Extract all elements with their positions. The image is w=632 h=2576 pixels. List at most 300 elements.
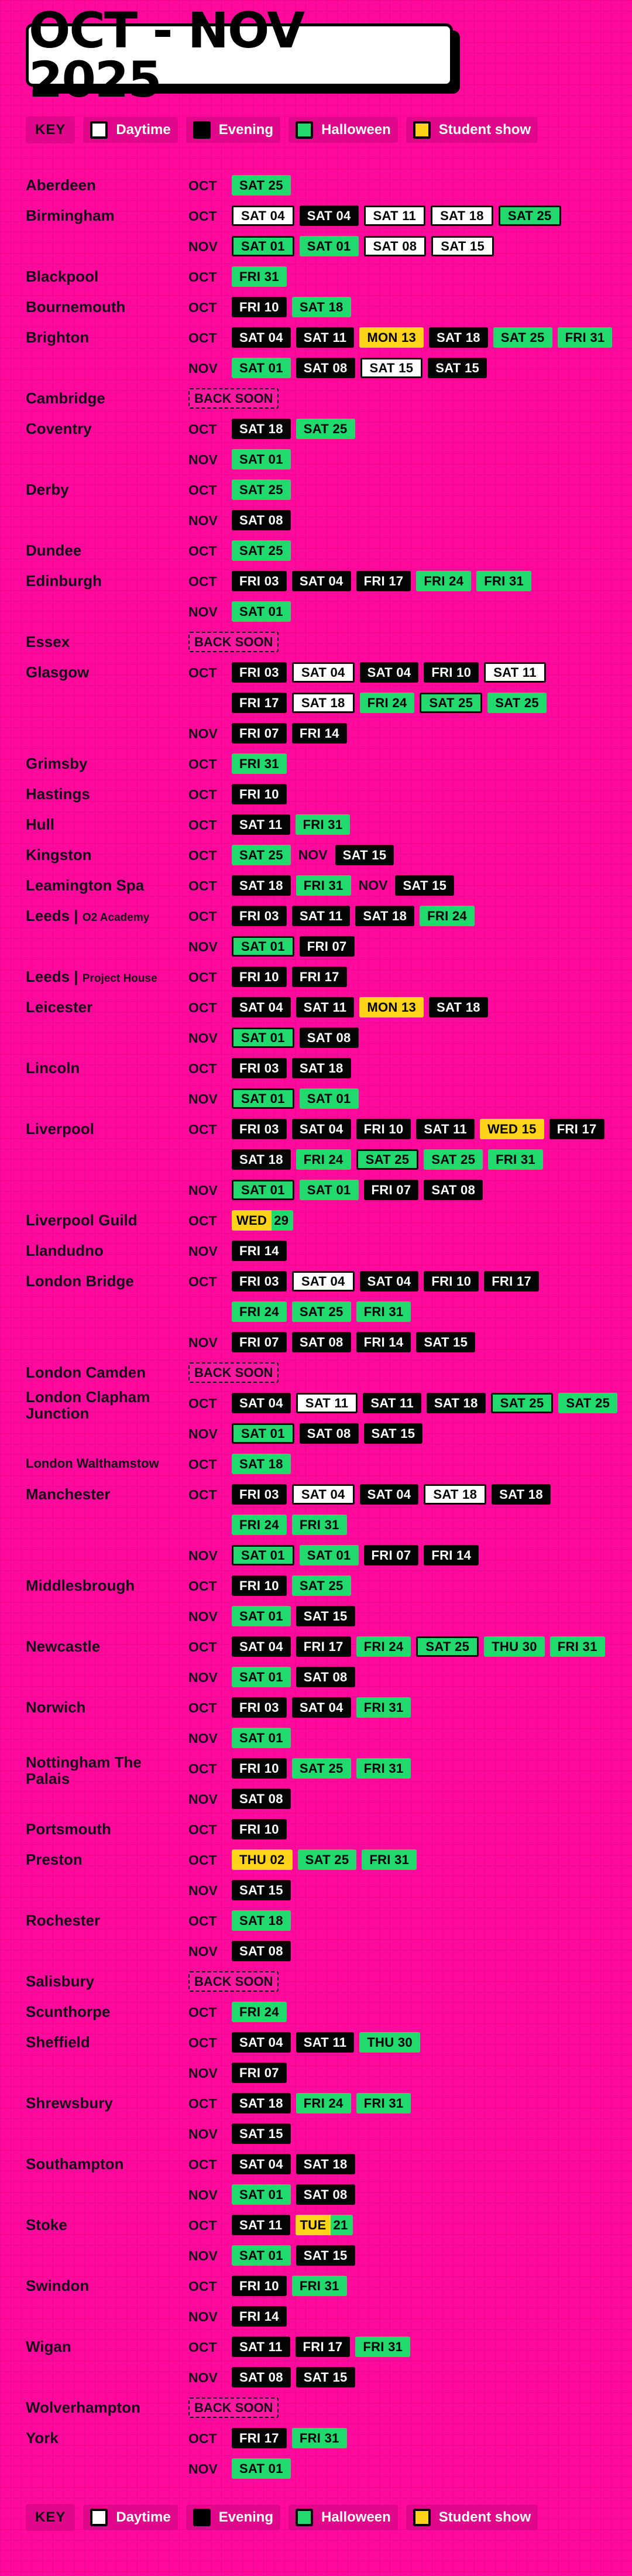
show-date-halloween[interactable]: FRI 24: [232, 1301, 287, 1322]
show-date-evening[interactable]: SAT 08: [232, 1789, 291, 1809]
date-list: [188, 1362, 279, 1383]
show-date-evening[interactable]: SAT 15: [428, 358, 487, 378]
schedule-row: [0, 1540, 632, 1570]
schedule-row: [0, 1448, 632, 1479]
show-date-evening[interactable]: FRI 17: [296, 2337, 351, 2357]
city-name: Portsmouth: [26, 1820, 111, 1838]
show-date-evening[interactable]: SAT 04: [292, 1697, 351, 1718]
show-date-evening[interactable]: SAT 04: [360, 662, 419, 683]
show-date-halloween[interactable]: FRI 31: [232, 753, 287, 774]
show-date-halloween[interactable]: SAT 01: [232, 1667, 291, 1687]
show-date-evening[interactable]: FRI 07: [364, 1180, 419, 1200]
show-date-halloween[interactable]: SAT 01: [232, 2184, 291, 2205]
show-date-evening[interactable]: FRI 07: [232, 2063, 287, 2083]
show-date-halloween[interactable]: FRI 31: [356, 2093, 411, 2113]
month-label: NOV: [358, 878, 388, 893]
schedule-row: [0, 1509, 632, 1540]
show-date-evening[interactable]: SAT 11: [232, 814, 290, 835]
show-date-evening[interactable]: FRI 07: [232, 723, 287, 744]
show-date-halloween[interactable]: FRI 24: [360, 693, 415, 713]
month-label: OCT: [188, 1913, 217, 1928]
schedule-row: [0, 2179, 632, 2210]
show-date-halloween[interactable]: SAT 18: [232, 1910, 291, 1931]
show-date-evening[interactable]: FRI 10: [424, 662, 479, 683]
schedule-row: [0, 657, 632, 687]
show-date-evening[interactable]: SAT 04: [232, 327, 291, 348]
show-date-evening[interactable]: FRI 10: [356, 1119, 411, 1139]
show-date-evening[interactable]: SAT 08: [232, 1941, 291, 1961]
show-date-daytime[interactable]: SAT 11: [364, 205, 426, 226]
show-date-evening[interactable]: FRI 03: [232, 1271, 287, 1292]
date-list: [232, 936, 355, 957]
show-date-daytime[interactable]: SAT 15: [360, 358, 423, 378]
show-date-halloween[interactable]: FRI 24: [356, 1636, 411, 1657]
show-date-student-halloween[interactable]: [232, 1210, 293, 1231]
show-date-halloween[interactable]: SAT 18: [292, 297, 351, 317]
show-date-halloween[interactable]: SAT 01: [300, 1088, 359, 1109]
month-label: OCT: [188, 178, 217, 193]
show-date-halloween[interactable]: SAT 25: [292, 1301, 351, 1322]
date-list: [232, 814, 350, 835]
show-date-evening[interactable]: FRI 14: [232, 2306, 287, 2327]
show-date-evening[interactable]: SAT 18: [296, 2154, 355, 2174]
show-date-halloween[interactable]: SAT 01: [232, 1545, 294, 1566]
show-date-daytime[interactable]: SAT 18: [292, 693, 355, 713]
student-day: WED: [232, 1210, 272, 1231]
show-date-halloween[interactable]: SAT 01: [232, 1088, 294, 1109]
date-list: [232, 2428, 347, 2448]
show-date-evening[interactable]: SAT 15: [296, 2367, 355, 2387]
show-date-evening[interactable]: SAT 04: [360, 1271, 419, 1292]
show-date-evening[interactable]: SAT 18: [292, 1058, 351, 1078]
date-list: [232, 2367, 355, 2387]
show-date-evening[interactable]: FRI 17: [484, 1271, 539, 1292]
schedule-row: [0, 2423, 632, 2453]
schedule-row: [0, 2057, 632, 2088]
daytime-swatch: [90, 2509, 108, 2526]
show-date-halloween[interactable]: FRI 31: [356, 1301, 411, 1322]
show-date-evening[interactable]: FRI 07: [364, 1545, 419, 1566]
show-date-daytime[interactable]: SAT 04: [232, 205, 294, 226]
show-date-halloween[interactable]: SAT 01: [300, 1180, 359, 1200]
show-date-halloween[interactable]: SAT 01: [232, 601, 291, 622]
schedule-row: [0, 1296, 632, 1327]
show-date-halloween[interactable]: SAT 25: [296, 419, 355, 439]
show-date-daytime[interactable]: SAT 11: [484, 662, 546, 683]
show-date-evening[interactable]: FRI 17: [549, 1119, 604, 1139]
city-name: Nottingham The Palais: [26, 1753, 142, 1787]
date-list: [232, 1210, 293, 1231]
month-label: OCT: [188, 970, 217, 985]
schedule-row: [0, 444, 632, 474]
show-date-halloween[interactable]: SAT 01: [232, 936, 294, 957]
show-date-halloween[interactable]: FRI 24: [232, 2002, 287, 2022]
show-date-halloween[interactable]: SAT 18: [232, 1454, 291, 1474]
month-label: NOV: [188, 1670, 218, 1685]
show-date-halloween[interactable]: SAT 25: [232, 479, 291, 500]
evening-swatch: [193, 121, 211, 139]
show-date-halloween[interactable]: SAT 25: [232, 175, 291, 196]
show-date-evening[interactable]: FRI 17: [232, 2428, 287, 2448]
show-date-evening[interactable]: SAT 08: [232, 2367, 291, 2387]
show-date-evening[interactable]: SAT 18: [492, 1484, 551, 1505]
date-list: [232, 2093, 411, 2113]
show-date-halloween[interactable]: SAT 01: [232, 236, 294, 256]
show-date-evening[interactable]: FRI 17: [232, 693, 287, 713]
month-label: NOV: [188, 939, 218, 954]
month-label: OCT: [188, 482, 217, 498]
date-list: [232, 297, 351, 317]
date-list: [232, 1606, 355, 1626]
show-date-halloween[interactable]: SAT 01: [232, 1423, 294, 1444]
show-date-halloween[interactable]: FRI 31: [362, 1849, 417, 1870]
back-soon-badge: BACK SOON: [188, 632, 279, 652]
date-list: [232, 1880, 291, 1900]
month-label: OCT: [188, 2035, 217, 2050]
show-date-evening[interactable]: SAT 15: [395, 875, 454, 896]
city-name: Salisbury: [26, 1972, 95, 1990]
show-date-halloween[interactable]: FRI 31: [292, 1515, 347, 1535]
show-date-halloween[interactable]: FRI 31: [232, 266, 287, 287]
show-date-evening[interactable]: SAT 04: [360, 1484, 419, 1505]
schedule-row: [0, 1022, 632, 1053]
show-date-halloween[interactable]: SAT 01: [232, 1180, 294, 1200]
date-list: [232, 1758, 411, 1779]
show-date-halloween[interactable]: FRI 24: [416, 571, 471, 591]
show-date-halloween[interactable]: FRI 31: [356, 1758, 411, 1779]
schedule-row: [0, 626, 632, 657]
show-date-evening[interactable]: SAT 04: [232, 1393, 291, 1413]
show-date-halloween[interactable]: SAT 25: [499, 205, 561, 226]
show-date-halloween[interactable]: SAT 25: [491, 1393, 554, 1413]
show-date-halloween[interactable]: SAT 01: [300, 236, 359, 256]
show-date-evening[interactable]: FRI 07: [300, 936, 355, 957]
city-name: Manchester: [26, 1485, 111, 1503]
city-name: Cambridge: [26, 389, 105, 407]
show-date-evening[interactable]: SAT 04: [292, 1119, 351, 1139]
show-date-evening[interactable]: FRI 10: [424, 1271, 479, 1292]
show-date-evening[interactable]: SAT 15: [364, 1423, 423, 1444]
show-date-evening[interactable]: SAT 18: [232, 2093, 291, 2113]
month-label: NOV: [188, 2126, 218, 2142]
month-label: OCT: [188, 2157, 217, 2172]
show-date-evening[interactable]: FRI 17: [292, 967, 347, 987]
back-soon-badge: BACK SOON: [188, 1362, 279, 1383]
show-date-halloween[interactable]: FRI 24: [232, 1515, 287, 1535]
month-label: NOV: [188, 361, 218, 376]
show-date-evening[interactable]: FRI 14: [292, 723, 347, 744]
month-label: NOV: [188, 1944, 218, 1959]
show-date-evening[interactable]: FRI 10: [232, 1758, 287, 1779]
show-date-evening[interactable]: SAT 11: [292, 906, 351, 926]
key-item-evening: [186, 117, 280, 143]
schedule-row: [0, 1570, 632, 1601]
show-date-evening[interactable]: SAT 08: [300, 1423, 359, 1444]
show-date-halloween[interactable]: SAT 25: [292, 1758, 351, 1779]
show-date-halloween[interactable]: SAT 25: [424, 1149, 483, 1170]
show-date-halloween[interactable]: SAT 25: [298, 1849, 357, 1870]
date-list: [232, 875, 454, 896]
show-date-halloween[interactable]: SAT 25: [420, 693, 482, 713]
show-date-halloween[interactable]: FRI 24: [296, 1149, 351, 1170]
show-date-evening[interactable]: SAT 04: [232, 2032, 291, 2053]
show-date-halloween[interactable]: SAT 01: [232, 1606, 291, 1626]
show-date-halloween[interactable]: THU 30: [359, 2032, 420, 2053]
show-date-evening[interactable]: SAT 04: [232, 2154, 291, 2174]
show-date-evening[interactable]: SAT 11: [363, 1393, 421, 1413]
date-list: [232, 1941, 291, 1961]
show-date-halloween[interactable]: SAT 25: [416, 1636, 479, 1657]
show-date-halloween[interactable]: FRI 31: [488, 1149, 543, 1170]
show-date-halloween[interactable]: FRI 31: [296, 814, 351, 835]
show-date-evening[interactable]: SAT 18: [355, 906, 414, 926]
show-date-daytime[interactable]: SAT 04: [292, 662, 355, 683]
show-date-evening[interactable]: FRI 03: [232, 1484, 287, 1505]
date-list: [232, 662, 546, 683]
date-list: [232, 2154, 355, 2174]
show-date-evening[interactable]: SAT 15: [416, 1332, 475, 1352]
show-date-evening[interactable]: FRI 10: [232, 967, 287, 987]
month-label: NOV: [188, 1426, 218, 1441]
show-date-evening[interactable]: SAT 15: [232, 2123, 291, 2144]
month-label: OCT: [188, 2339, 217, 2355]
halloween-day: 29: [272, 1210, 293, 1231]
show-date-halloween[interactable]: FRI 31: [292, 2428, 347, 2448]
show-date-evening[interactable]: SAT 18: [232, 875, 291, 896]
key-item-label: Evening: [218, 122, 274, 138]
show-date-evening[interactable]: FRI 03: [232, 1697, 287, 1718]
month-label: NOV: [188, 452, 218, 467]
show-date-halloween[interactable]: FRI 24: [296, 2093, 351, 2113]
show-date-evening[interactable]: FRI 14: [232, 1241, 287, 1261]
show-date-evening[interactable]: SAT 11: [296, 327, 355, 348]
show-date-evening[interactable]: FRI 10: [232, 297, 287, 317]
schedule-row: [0, 687, 632, 718]
show-date-evening[interactable]: SAT 15: [296, 2245, 355, 2266]
show-date-halloween[interactable]: THU 30: [484, 1636, 545, 1657]
schedule-row: [0, 1174, 632, 1205]
schedule-row: [0, 1936, 632, 1966]
show-date-evening[interactable]: FRI 17: [356, 571, 411, 591]
show-date-halloween[interactable]: SAT 01: [232, 449, 291, 470]
month-label: NOV: [188, 604, 218, 619]
city-name: Stoke: [26, 2216, 67, 2234]
month-label: NOV: [188, 1030, 218, 1046]
month-label: OCT: [188, 2431, 217, 2446]
show-date-daytime[interactable]: SAT 11: [296, 1393, 358, 1413]
date-list: [232, 784, 287, 804]
city-name: London Clapham Junction: [26, 1388, 150, 1422]
show-date-evening[interactable]: SAT 18: [232, 1149, 291, 1170]
show-date-evening[interactable]: SAT 04: [232, 1636, 291, 1657]
show-date-evening[interactable]: SAT 18: [429, 997, 488, 1018]
show-date-evening[interactable]: SAT 11: [296, 997, 355, 1018]
student-swatch: [413, 2509, 431, 2526]
schedule-row: [0, 840, 632, 870]
show-date-halloween[interactable]: SAT 01: [232, 1728, 291, 1748]
show-date-evening[interactable]: SAT 08: [296, 2184, 355, 2205]
city-name: London Walthamstow: [26, 1456, 159, 1471]
show-date-halloween[interactable]: SAT 25: [292, 1575, 351, 1596]
show-date-evening[interactable]: SAT 04: [292, 571, 351, 591]
show-date-evening[interactable]: SAT 04: [300, 205, 359, 226]
schedule-row: [0, 383, 632, 413]
show-date-daytime[interactable]: SAT 04: [292, 1484, 355, 1505]
show-date-evening[interactable]: SAT 18: [427, 1393, 486, 1413]
schedule-row: [0, 2453, 632, 2483]
date-list: [232, 1332, 475, 1352]
show-date-evening[interactable]: FRI 10: [232, 1575, 287, 1596]
date-list: [232, 449, 291, 470]
show-date-halloween[interactable]: FRI 31: [355, 2337, 410, 2357]
student-swatch: [413, 121, 431, 139]
city-name: Edinburgh: [26, 572, 102, 590]
key-item-label: Daytime: [116, 2509, 171, 2525]
show-date-evening[interactable]: FRI 17: [296, 1636, 351, 1657]
schedule-row: [0, 1814, 632, 1844]
schedule-row: [0, 505, 632, 535]
date-list: [232, 358, 487, 378]
key-label: KEY: [26, 117, 75, 143]
schedule-row: [0, 413, 632, 444]
date-list: [232, 2276, 347, 2296]
show-date-student[interactable]: MON 13: [359, 997, 424, 1018]
show-date-halloween[interactable]: SAT 25: [232, 845, 291, 865]
month-label: OCT: [188, 665, 217, 680]
show-date-evening[interactable]: SAT 11: [232, 2215, 290, 2235]
date-list: [232, 1545, 479, 1566]
show-date-evening[interactable]: SAT 08: [300, 1027, 359, 1048]
month-label: NOV: [188, 1731, 218, 1746]
city-name: Shrewsbury: [26, 2094, 113, 2112]
show-date-evening[interactable]: SAT 18: [429, 327, 488, 348]
halloween-swatch: [296, 121, 313, 139]
show-date-halloween[interactable]: FRI 31: [356, 1697, 411, 1718]
city-name: Grimsby: [26, 755, 88, 772]
schedule-row: [0, 2331, 632, 2362]
venue-name: O2 Academy: [82, 912, 150, 924]
show-date-daytime[interactable]: SAT 18: [431, 205, 493, 226]
show-date-student[interactable]: WED 15: [480, 1119, 544, 1139]
date-list: [232, 1423, 423, 1444]
show-date-evening[interactable]: FRI 10: [232, 784, 287, 804]
show-date-evening[interactable]: FRI 03: [232, 662, 287, 683]
show-date-daytime[interactable]: SAT 18: [424, 1484, 486, 1505]
show-date-halloween[interactable]: SAT 25: [232, 540, 291, 561]
schedule-row: [0, 2149, 632, 2179]
show-date-halloween[interactable]: FRI 31: [292, 2276, 347, 2296]
show-date-evening[interactable]: SAT 18: [232, 419, 291, 439]
show-date-evening[interactable]: SAT 08: [232, 510, 291, 530]
month-label: OCT: [188, 848, 217, 863]
show-date-daytime[interactable]: SAT 15: [431, 236, 494, 256]
month-label: OCT: [188, 878, 217, 893]
show-date-evening[interactable]: SAT 08: [296, 358, 355, 378]
show-date-daytime[interactable]: SAT 04: [292, 1271, 355, 1292]
schedule-row: [0, 2301, 632, 2331]
date-list: [232, 693, 547, 713]
show-date-halloween[interactable]: SAT 01: [232, 1027, 294, 1048]
city-name: Blackpool: [26, 268, 99, 285]
key-item-label: Halloween: [321, 122, 391, 138]
show-date-halloween[interactable]: FRI 31: [296, 875, 351, 896]
show-date-halloween[interactable]: FRI 31: [558, 327, 613, 348]
show-date-evening[interactable]: SAT 08: [296, 1667, 355, 1687]
month-label: NOV: [188, 239, 218, 254]
show-date-evening[interactable]: SAT 15: [335, 845, 394, 865]
show-date-evening[interactable]: FRI 03: [232, 571, 287, 591]
month-label: OCT: [188, 1852, 217, 1868]
title-banner: [26, 2, 453, 108]
show-date-evening[interactable]: FRI 07: [232, 1332, 287, 1352]
city-name: London Camden: [26, 1364, 146, 1381]
city-name: Kingston: [26, 846, 92, 864]
month-label: OCT: [188, 1487, 217, 1502]
date-list: [232, 906, 475, 926]
show-date-evening[interactable]: SAT 15: [232, 1880, 291, 1900]
show-date-evening[interactable]: SAT 11: [232, 2337, 290, 2357]
date-list: [232, 2032, 420, 2053]
show-date-evening[interactable]: SAT 11: [296, 2032, 355, 2053]
city-name: Norwich: [26, 1698, 86, 1716]
schedule-row: [0, 2240, 632, 2270]
show-date-student[interactable]: THU 02: [232, 1849, 293, 1870]
back-soon-badge: BACK SOON: [188, 1971, 279, 1992]
show-date-halloween[interactable]: FRI 31: [550, 1636, 605, 1657]
month-label: OCT: [188, 1213, 217, 1228]
date-list: [232, 479, 291, 500]
city-name: Llandudno: [26, 1242, 104, 1259]
schedule-row: [0, 535, 632, 566]
city-name: Wolverhampton: [26, 2399, 140, 2416]
show-date-evening[interactable]: SAT 15: [296, 1606, 355, 1626]
show-date-daytime[interactable]: SAT 08: [364, 236, 427, 256]
show-date-halloween[interactable]: SAT 25: [356, 1149, 419, 1170]
schedule-row: [0, 1662, 632, 1692]
month-label: NOV: [188, 2065, 218, 2081]
show-date-halloween[interactable]: SAT 01: [232, 2245, 291, 2266]
show-date-evening[interactable]: FRI 03: [232, 1058, 287, 1078]
show-date-halloween[interactable]: FRI 24: [420, 906, 475, 926]
show-date-evening[interactable]: SAT 08: [292, 1332, 351, 1352]
show-date-evening[interactable]: SAT 11: [416, 1119, 475, 1139]
show-date-student-halloween[interactable]: [296, 2215, 353, 2235]
city-name: Lincoln: [26, 1059, 80, 1077]
show-date-evening[interactable]: SAT 04: [232, 997, 291, 1018]
show-date-halloween[interactable]: SAT 01: [232, 2458, 291, 2479]
show-date-halloween[interactable]: SAT 01: [300, 1545, 359, 1566]
show-date-evening[interactable]: FRI 14: [356, 1332, 411, 1352]
show-date-halloween[interactable]: SAT 25: [558, 1393, 617, 1413]
month-label: OCT: [188, 422, 217, 437]
show-date-halloween[interactable]: SAT 01: [232, 358, 291, 378]
show-date-evening[interactable]: FRI 14: [424, 1545, 479, 1566]
show-date-halloween[interactable]: SAT 25: [487, 693, 547, 713]
show-date-evening[interactable]: SAT 08: [424, 1180, 483, 1200]
show-date-evening[interactable]: FRI 03: [232, 906, 287, 926]
show-date-halloween[interactable]: SAT 25: [493, 327, 552, 348]
key-item-label: Student show: [438, 2509, 531, 2525]
show-date-student[interactable]: MON 13: [359, 327, 424, 348]
show-date-halloween[interactable]: FRI 31: [476, 571, 531, 591]
show-date-evening[interactable]: FRI 10: [232, 1819, 287, 1839]
month-label: OCT: [188, 2279, 217, 2294]
date-list: [232, 1241, 287, 1261]
back-soon-badge: BACK SOON: [188, 2397, 279, 2418]
date-list: [232, 1119, 604, 1139]
show-date-evening[interactable]: FRI 10: [232, 2276, 287, 2296]
show-date-evening[interactable]: FRI 03: [232, 1119, 287, 1139]
